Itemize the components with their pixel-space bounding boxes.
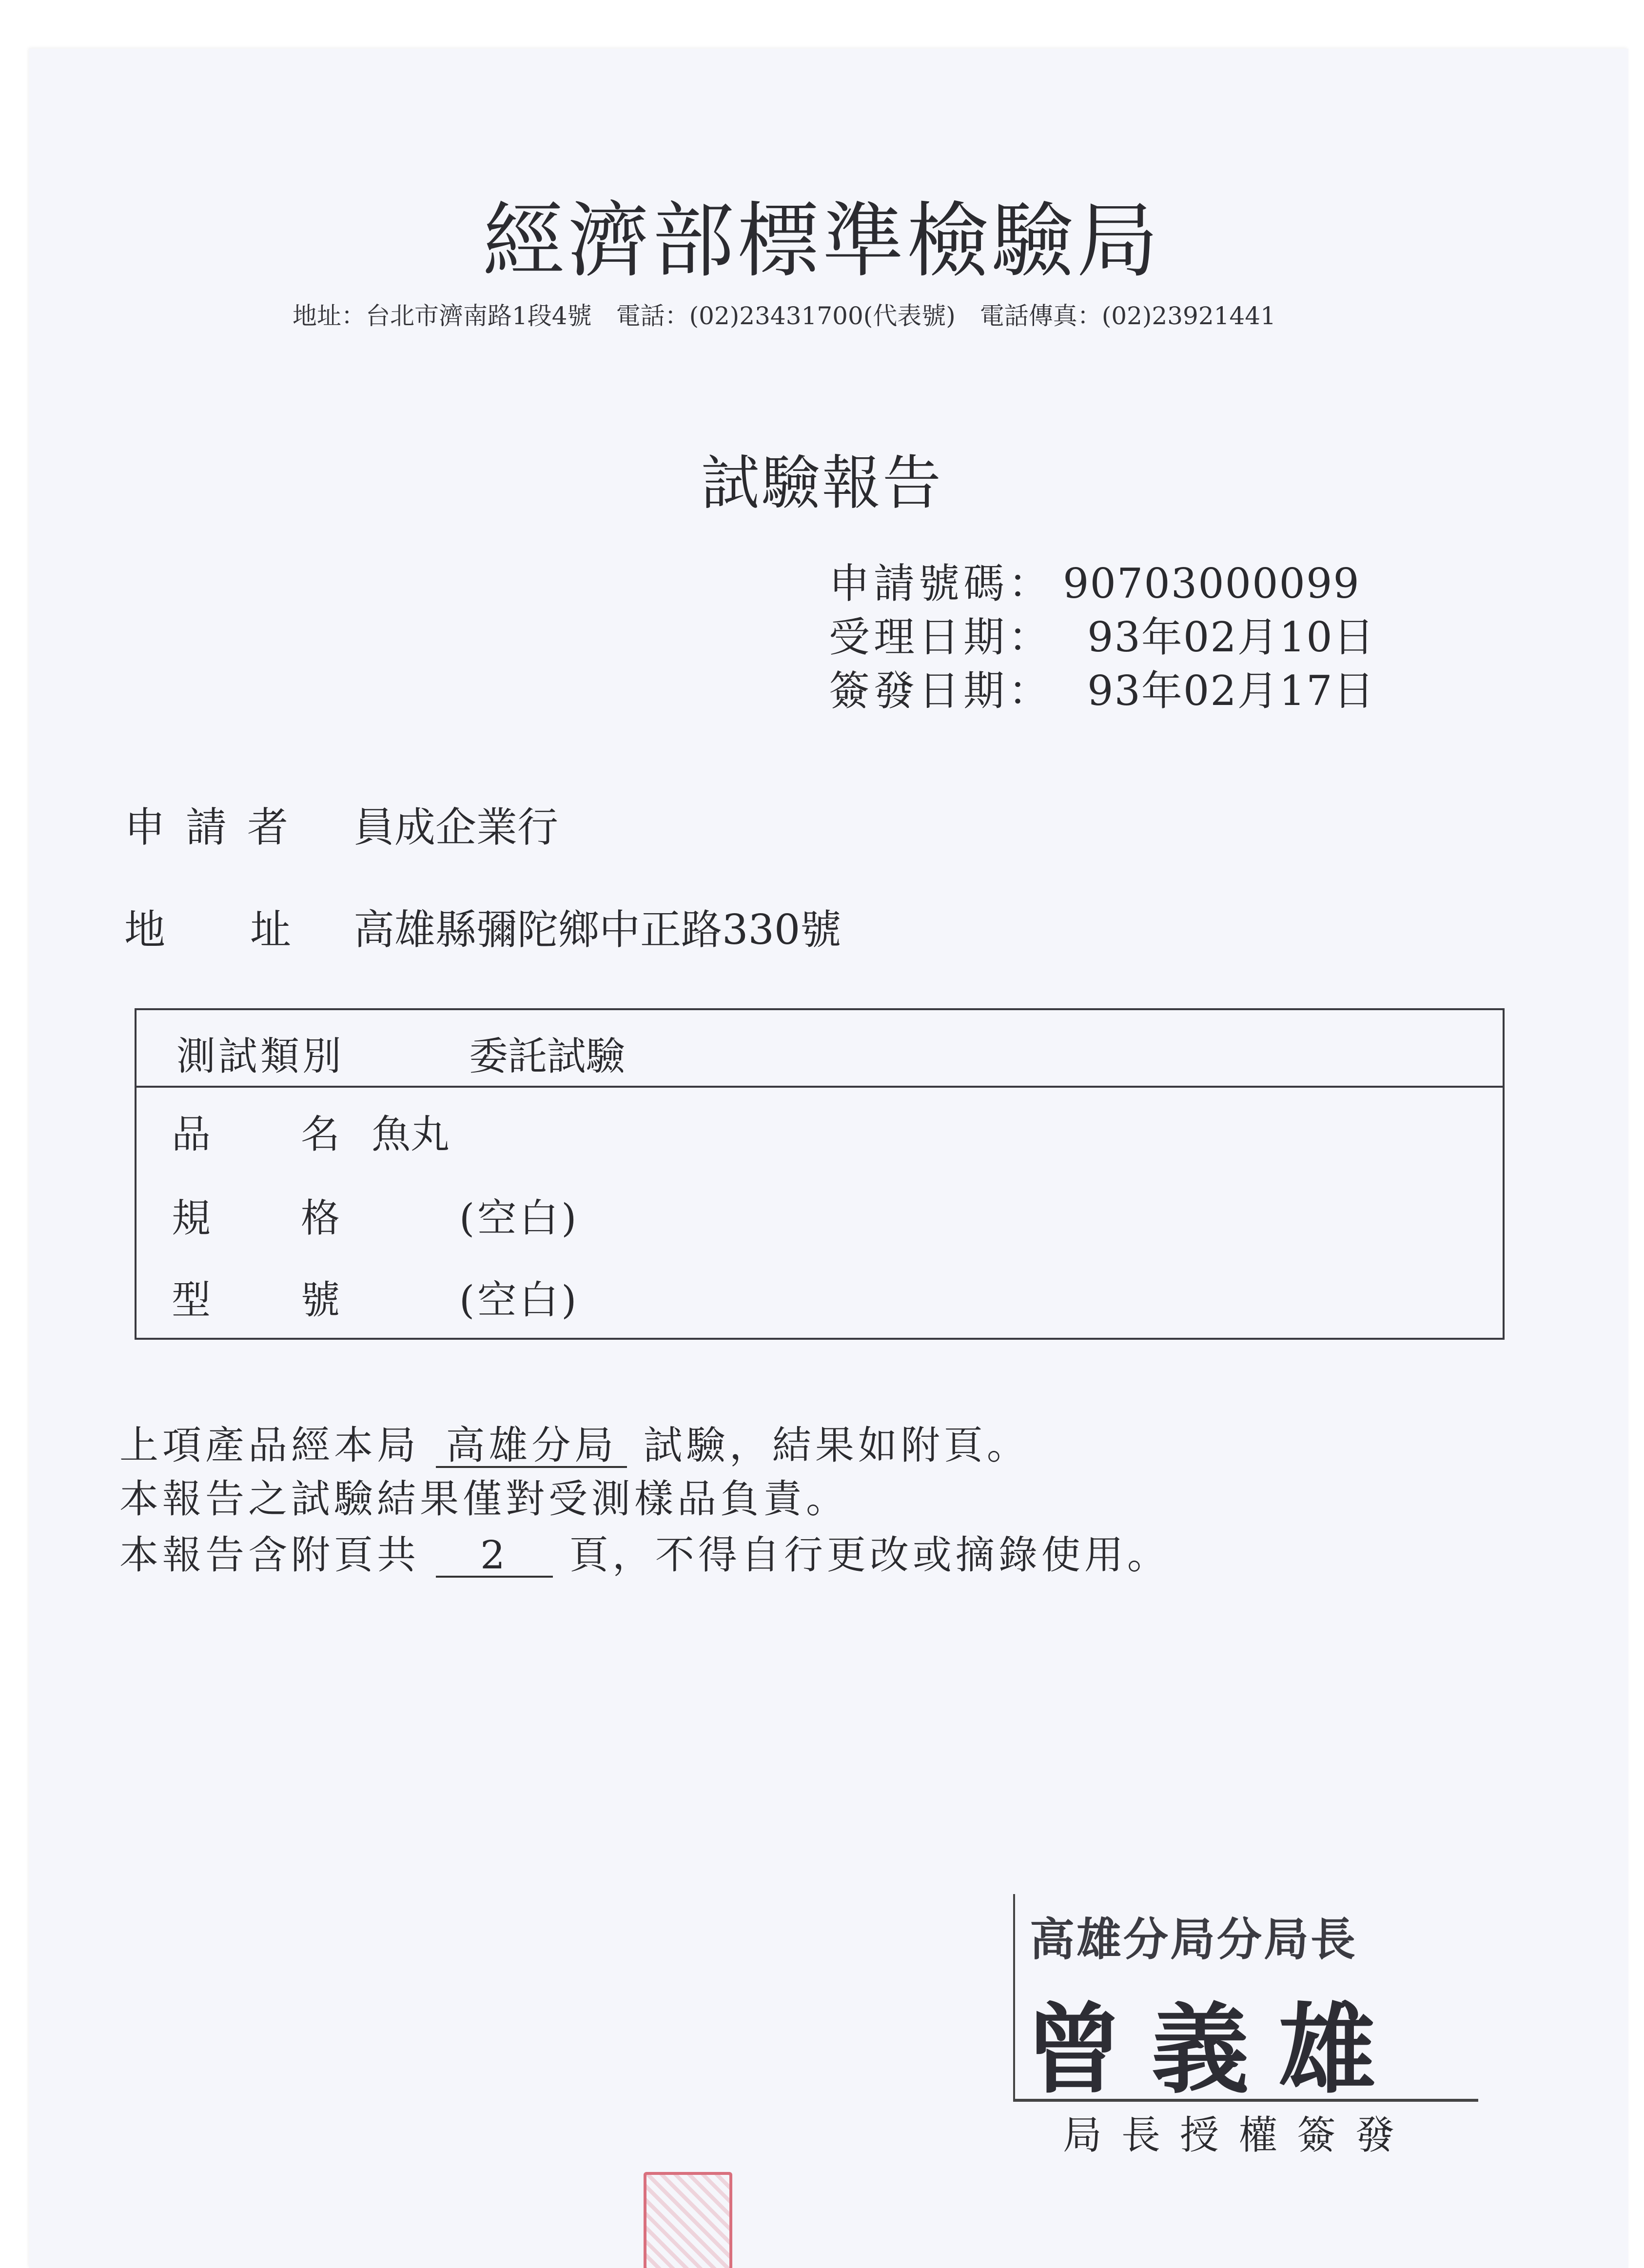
specification-label <box>172 1187 401 1243</box>
test-category-row <box>176 1025 625 1081</box>
address-row <box>124 897 841 956</box>
application-number-label: 申請號碼： <box>829 560 1054 607</box>
signature-title: 高雄分局分局長 <box>1030 1914 1358 1966</box>
product-name-value: 魚丸 <box>372 1112 450 1157</box>
issued-date-row <box>829 658 1375 717</box>
application-number-row <box>829 551 1360 610</box>
authorization-text: 局長授權簽發 <box>1063 2112 1414 2158</box>
model-label-part-1: 型 <box>172 1277 211 1323</box>
applicant-value: 員成企業行 <box>353 803 559 851</box>
statement-line-3-post: 頁，不得自行更改或摘錄使用。 <box>569 1532 1170 1578</box>
testing-branch: 高雄分局 <box>436 1425 627 1468</box>
specification-label-part-2: 格 <box>301 1195 340 1241</box>
signature-name: 曾義雄 <box>1025 1994 1406 2107</box>
agency-title: 經濟部標準檢驗局 <box>483 193 1161 289</box>
specification-row <box>172 1187 579 1243</box>
product-name-label <box>172 1103 401 1159</box>
statement-line-2: 本報告之試驗結果僅對受測樣品負責。 <box>119 1476 849 1522</box>
model-label-part-2: 號 <box>301 1277 340 1323</box>
statement-line-1 <box>119 1414 1030 1470</box>
statement-line-3-pre: 本報告含附頁共 <box>119 1532 420 1578</box>
received-date-value: 93年02月10日 <box>1087 613 1375 661</box>
page-count: 2 <box>436 1535 553 1578</box>
report-title: 試驗報告 <box>701 450 943 517</box>
red-seal-stamp <box>644 2172 732 2268</box>
statement-line-3 <box>119 1524 1170 1580</box>
signature-stamp <box>1013 1894 1478 2107</box>
product-name-label-part-1: 品 <box>172 1112 211 1157</box>
received-date-label: 受理日期： <box>829 613 1054 661</box>
agency-contact-line: 地址：台北市濟南路1段4號 電話：(02)23431700(代表號) 電話傳真：(02)23921441 <box>293 302 1276 330</box>
issued-date-value: 93年02月17日 <box>1087 667 1375 715</box>
applicant-row <box>124 795 558 854</box>
test-category-label: 測試類別 <box>176 1034 344 1079</box>
model-label <box>172 1269 401 1325</box>
received-date-row <box>829 605 1375 664</box>
specification-label-part-1: 規 <box>172 1195 211 1241</box>
model-value: (空白) <box>459 1277 580 1323</box>
model-row <box>172 1269 579 1325</box>
application-number-value: 90703000099 <box>1063 560 1360 607</box>
statement-line-1-post: 試驗，結果如附頁。 <box>643 1423 1030 1468</box>
statement-line-1-pre: 上項產品經本局 <box>119 1423 420 1468</box>
address-label-part-1: 地 <box>124 906 166 954</box>
test-category-value: 委託試驗 <box>469 1034 625 1079</box>
box-divider <box>137 1086 1503 1088</box>
specification-value: (空白) <box>459 1195 580 1241</box>
product-name-label-part-2: 名 <box>301 1112 340 1157</box>
address-value: 高雄縣彌陀鄉中正路330號 <box>353 906 842 954</box>
address-label <box>124 897 353 956</box>
issued-date-label: 簽發日期： <box>829 667 1054 715</box>
product-name-row <box>172 1103 450 1159</box>
test-info-box <box>135 1008 1505 1340</box>
address-label-part-2: 址 <box>250 906 292 954</box>
applicant-label: 申請者 <box>124 803 309 851</box>
